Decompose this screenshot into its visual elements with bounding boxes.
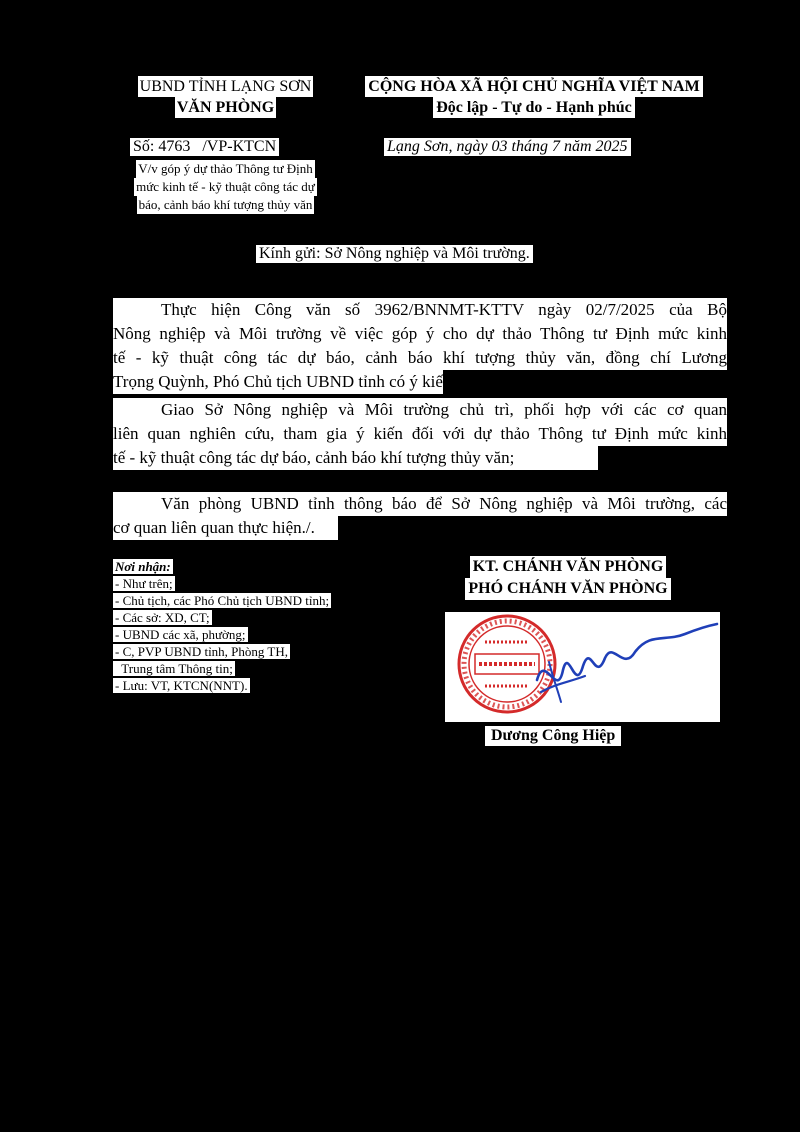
nation-line2: Độc lập - Tự do - Hạnh phúc bbox=[433, 97, 635, 118]
document-number: Số: 4763 /VP-KTCN bbox=[130, 138, 279, 156]
para1-line: Trọng Quỳnh, Phó Chủ tịch UBND tỉnh có ý kiến như sau: bbox=[113, 370, 443, 394]
recipient-line: Kính gửi: Sở Nông nghiệp và Môi trường. bbox=[256, 245, 533, 263]
official-stamp-and-signature bbox=[445, 612, 720, 722]
subject-line-3: báo, cảnh báo khí tượng thủy văn bbox=[138, 197, 313, 212]
para1-line: Thực hiện Công văn số 3962/BNNMT-KTTV ngày 02/7/2025 của Bộ bbox=[113, 298, 727, 322]
distribution-item: - Lưu: VT, KTCN(NNT). bbox=[115, 678, 248, 693]
distribution-list bbox=[113, 558, 331, 694]
distribution-item: - Các sở: XD, CT; bbox=[115, 610, 210, 625]
national-motto bbox=[345, 76, 723, 118]
para2-line: Giao Sở Nông nghiệp và Môi trường chủ trì, phối hợp với các cơ quan bbox=[113, 398, 727, 422]
stamp-signature-area bbox=[445, 612, 720, 722]
issuing-organization bbox=[118, 76, 333, 118]
org-line1: UBND TỈNH LẠNG SƠN bbox=[139, 78, 312, 95]
distribution-item: Trung tâm Thông tin; bbox=[115, 661, 233, 676]
para1-line: tế - kỹ thuật công tác dự báo, cảnh báo khí tượng thủy văn, đồng chí Lương bbox=[113, 346, 727, 370]
subject-line-1: V/v góp ý dự thảo Thông tư Định bbox=[138, 161, 313, 176]
distribution-item: - Chủ tịch, các Phó Chủ tịch UBND tỉnh; bbox=[115, 593, 330, 608]
signature-title-1: KT. CHÁNH VĂN PHÒNG bbox=[470, 556, 667, 578]
distribution-title: Nơi nhận: bbox=[115, 559, 171, 574]
signature-title bbox=[452, 556, 684, 600]
para3-line: cơ quan liên quan thực hiện./. bbox=[113, 516, 338, 540]
distribution-item: - UBND các xã, phường; bbox=[115, 627, 246, 642]
paragraph-1 bbox=[113, 298, 727, 394]
handwritten-signature bbox=[537, 624, 717, 702]
paragraph-3 bbox=[113, 492, 727, 540]
nation-line1: CỘNG HÒA XÃ HỘI CHỦ NGHĨA VIỆT NAM bbox=[365, 76, 702, 97]
signature-title-2: PHÓ CHÁNH VĂN PHÒNG bbox=[465, 578, 670, 600]
para2-line: liên quan nghiên cứu, tham gia ý kiến đối với dự thảo Thông tư Định mức kinh bbox=[113, 422, 727, 446]
para3-line: Văn phòng UBND tỉnh thông báo để Sở Nông nghiệp và Môi trường, các bbox=[113, 492, 727, 516]
distribution-item: - Như trên; bbox=[115, 576, 173, 591]
official-stamp bbox=[459, 616, 555, 712]
place-date: Lạng Sơn, ngày 03 tháng 7 năm 2025 bbox=[384, 138, 631, 156]
distribution-item: - C, PVP UBND tỉnh, Phòng TH, bbox=[115, 644, 288, 659]
para1-line: Nông nghiệp và Môi trường về việc góp ý cho dự thảo Thông tư Định mức kinh bbox=[113, 322, 727, 346]
para2-line: tế - kỹ thuật công tác dự báo, cảnh báo khí tượng thủy văn; bbox=[113, 446, 598, 470]
subject-line-2: mức kinh tế - kỹ thuật công tác dự bbox=[136, 179, 315, 194]
paragraph-2 bbox=[113, 398, 727, 470]
org-line2: VĂN PHÒNG bbox=[176, 99, 275, 116]
signer-name: Dương Công Hiệp bbox=[485, 726, 621, 746]
subject-line bbox=[118, 160, 333, 214]
